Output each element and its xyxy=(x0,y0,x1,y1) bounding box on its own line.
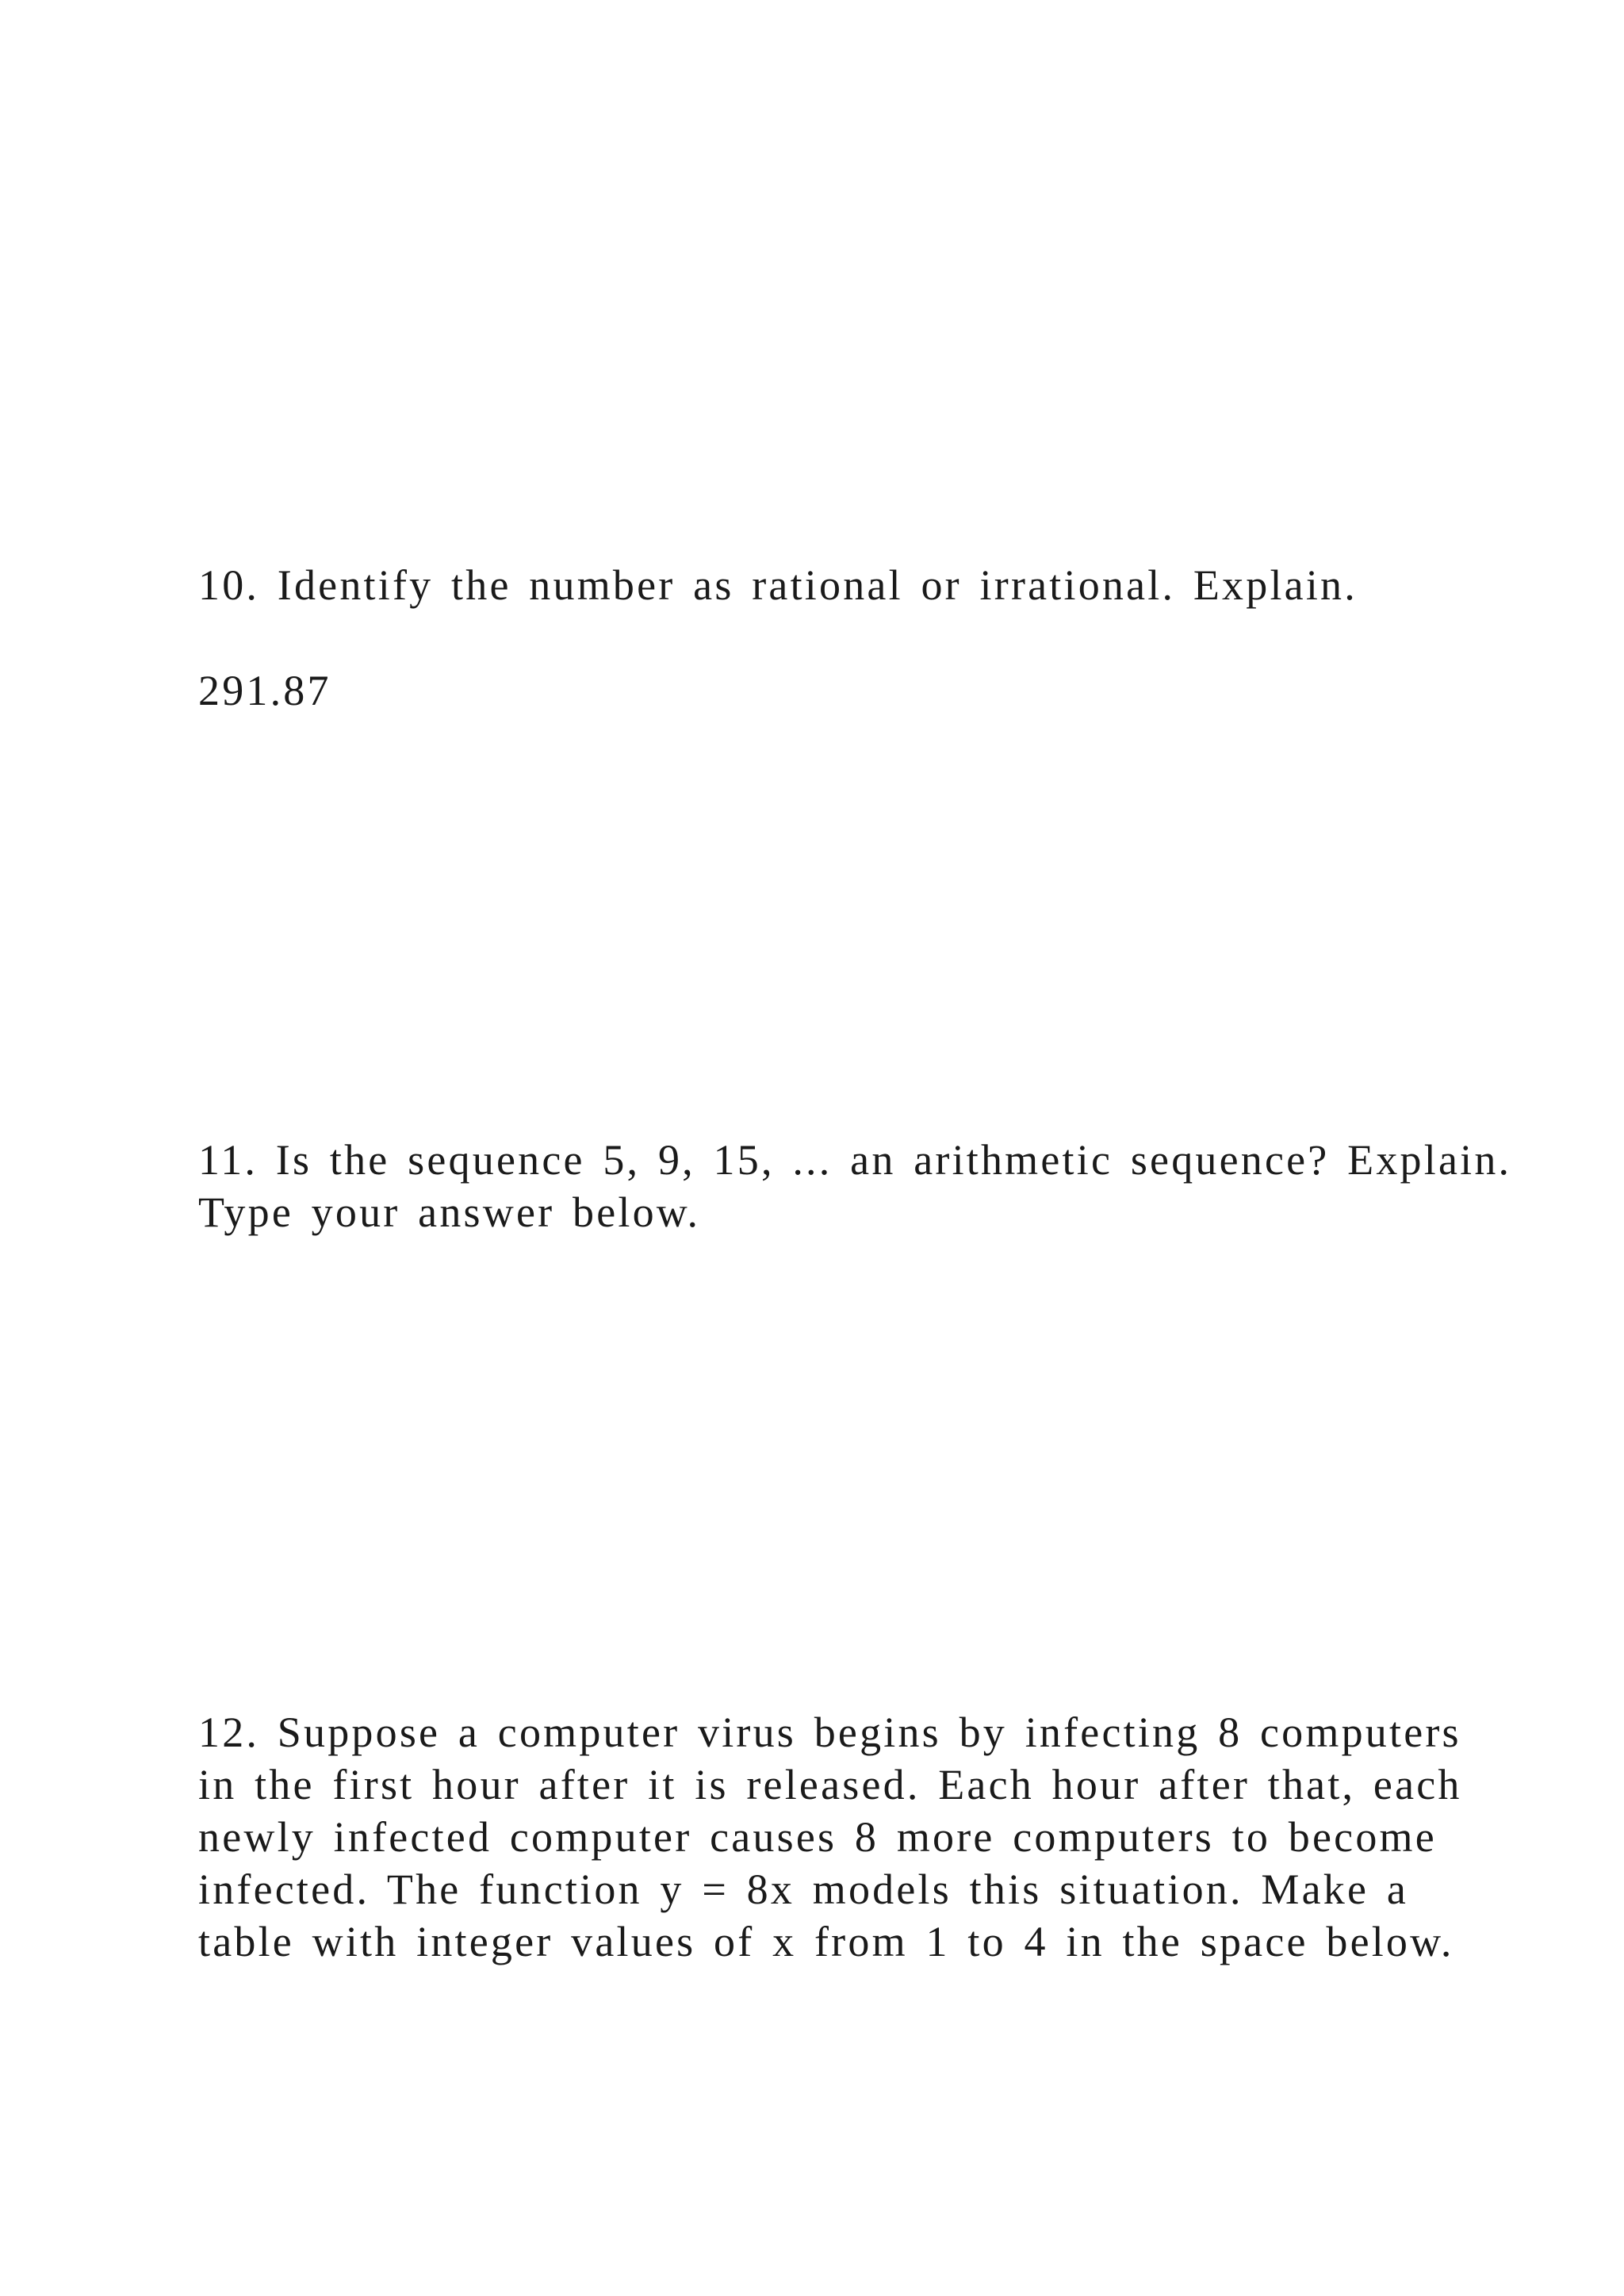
question-11-prompt-line-2: Type your answer below. xyxy=(198,1188,701,1236)
question-12-prompt-line-5: table with integer values of x from 1 to 4 in the space below. xyxy=(198,1918,1454,1965)
question-12-prompt-line-1: 12. Suppose a computer virus begins by infecting 8 computers xyxy=(198,1709,1461,1756)
question-12-prompt-line-4: infected. The function y = 8x models this situation. Make a xyxy=(198,1866,1408,1913)
question-10-number: 291.87 xyxy=(198,667,331,714)
question-11-prompt-line-1: 11. Is the sequence 5, 9, 15, ... an arithmetic sequence? Explain. xyxy=(198,1136,1512,1184)
question-12-prompt-line-2: in the first hour after it is released. Each hour after that, each xyxy=(198,1761,1462,1808)
question-10-prompt: 10. Identify the number as rational or irrational. Explain. xyxy=(198,561,1358,609)
question-12-prompt-line-3: newly infected computer causes 8 more computers to become xyxy=(198,1813,1437,1861)
